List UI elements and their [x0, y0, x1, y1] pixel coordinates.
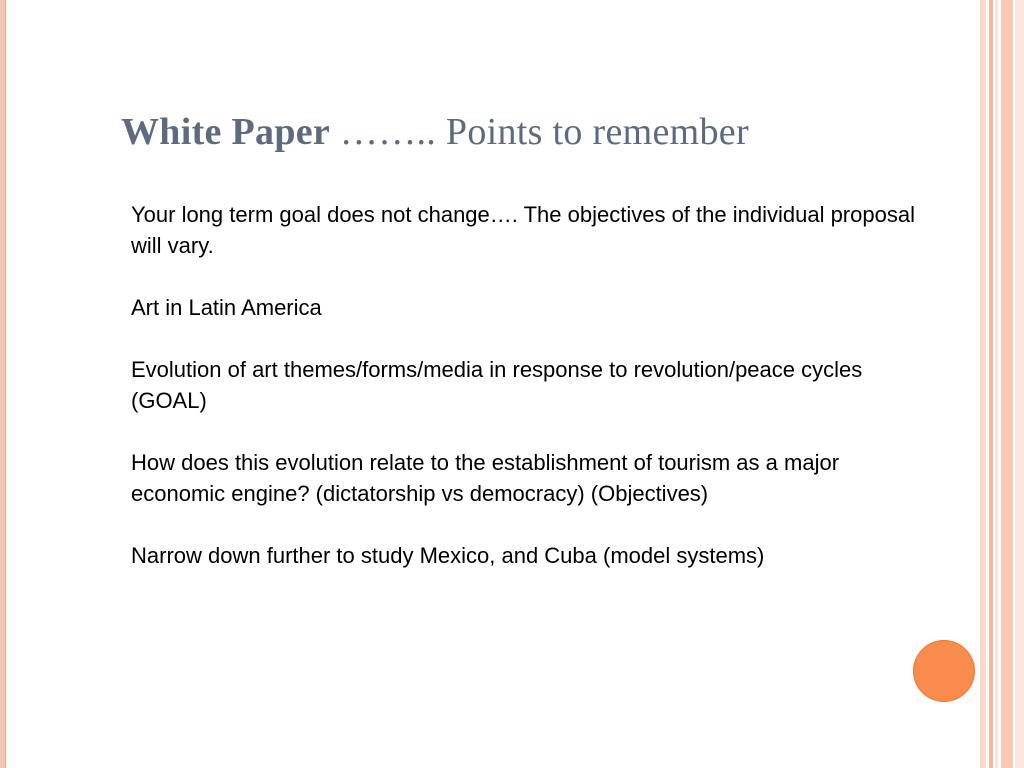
body-paragraph: Evolution of art themes/forms/media in response to revolution/peace cycles (GOAL) — [131, 357, 863, 413]
body-paragraph: How does this evolution relate to the establishment of tourism as a major economic engine? (dictatorship vs democracy) (Objectives) — [131, 450, 840, 506]
right-decorative-stripe — [1015, 0, 1024, 768]
orange-circle-decoration — [913, 640, 975, 702]
body-paragraph: Your long term goal does not change…. The objectives of the individual proposal will vary. — [131, 202, 915, 258]
slide-body — [131, 199, 921, 602]
right-decorative-stripe — [995, 0, 998, 768]
right-decorative-stripe — [1001, 0, 1013, 768]
slide-title-rest: …….. Points to remember — [330, 111, 749, 153]
body-paragraph: Narrow down further to study Mexico, and Cuba (model systems) — [131, 543, 765, 568]
right-decorative-stripe — [980, 0, 986, 768]
body-paragraph: Art in Latin America — [131, 295, 322, 320]
right-decorative-stripe — [989, 0, 993, 768]
slide-title — [121, 110, 749, 154]
left-decorative-border — [0, 0, 6, 768]
slide-title-bold: White Paper — [121, 111, 331, 153]
